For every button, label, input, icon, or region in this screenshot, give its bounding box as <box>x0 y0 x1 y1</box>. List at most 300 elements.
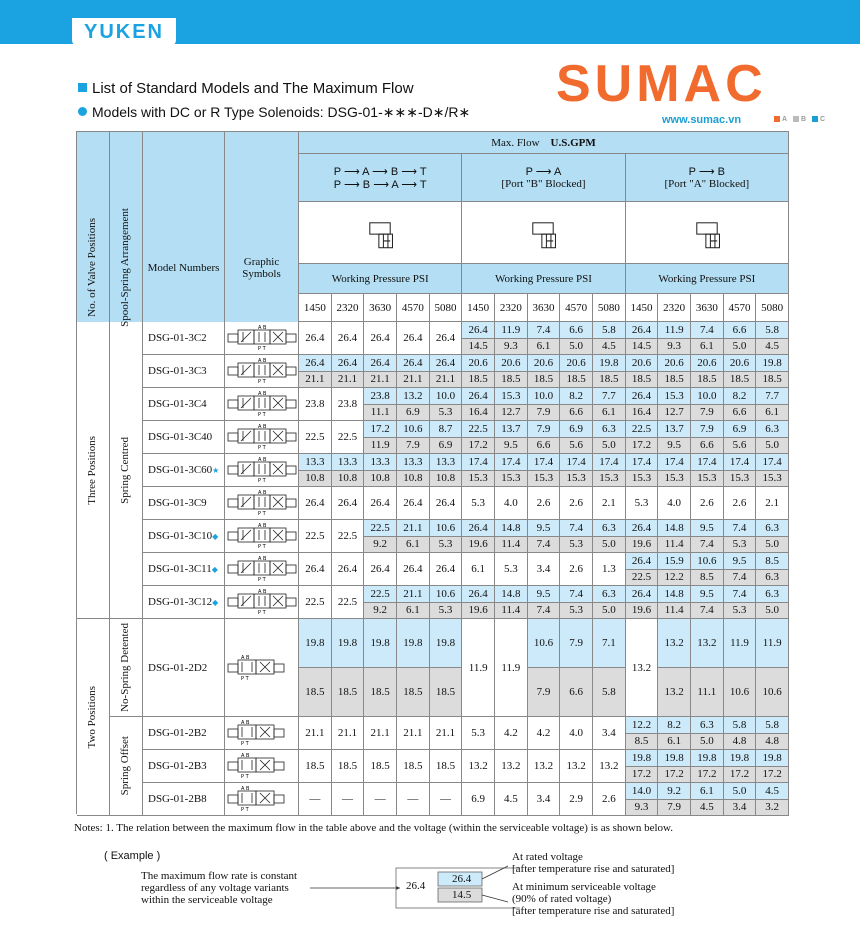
flow-value: 5.6 <box>560 438 593 455</box>
max-flow-table <box>76 131 789 814</box>
flow-value: 20.6 <box>462 355 495 372</box>
flow-value: 18.5 <box>430 750 463 783</box>
flow-value: 10.6 <box>528 619 561 668</box>
model-number: DSG-01-3C3 <box>143 355 225 388</box>
flow-value: 5.3 <box>430 537 463 554</box>
block-symbol-2 <box>462 202 625 264</box>
flow-value: 4.0 <box>658 487 691 520</box>
flow-value: 13.2 <box>658 619 691 668</box>
flow-value: 26.4 <box>299 487 332 520</box>
flow-value: 5.0 <box>756 537 789 554</box>
flow-value: 13.3 <box>364 454 397 471</box>
flow-value: 17.4 <box>462 454 495 471</box>
flow-value: 9.5 <box>691 520 724 537</box>
flow-value: 11.9 <box>495 322 528 339</box>
flow-value: 9.5 <box>658 438 691 455</box>
flow-value: 7.9 <box>691 405 724 422</box>
flow-value: 11.9 <box>462 619 495 717</box>
flow-path-pb <box>626 154 789 202</box>
flow-value: — <box>332 783 365 816</box>
watermark-url: www.sumac.vn <box>662 114 742 126</box>
flow-value: 8.7 <box>430 421 463 438</box>
flow-value: 26.4 <box>430 322 463 355</box>
flow-value: 2.6 <box>724 487 757 520</box>
flow-value: 15.3 <box>724 471 757 488</box>
flow-value: 26.4 <box>462 586 495 603</box>
flow-value: 7.1 <box>593 619 626 668</box>
flow-value: 26.4 <box>626 586 659 603</box>
two-positions-label: Two Positions <box>77 619 110 816</box>
flow-value: 18.5 <box>658 372 691 389</box>
flow-value: 20.6 <box>495 355 528 372</box>
flow-value: 15.3 <box>528 471 561 488</box>
flow-value: 26.4 <box>299 355 332 372</box>
flow-value: 5.0 <box>593 537 626 554</box>
flow-value: — <box>364 783 397 816</box>
watermark-text: SUMAC <box>556 55 767 113</box>
flow-value: 26.4 <box>397 487 430 520</box>
flow-value: 18.5 <box>299 750 332 783</box>
flow-value: 13.2 <box>397 388 430 405</box>
flow-value: 8.2 <box>560 388 593 405</box>
flow-value: 2.6 <box>528 487 561 520</box>
flow-value: 3.4 <box>528 783 561 816</box>
flow-value: 22.5 <box>299 520 332 553</box>
flow-value: 18.5 <box>430 668 463 717</box>
flow-value: 9.3 <box>626 800 659 817</box>
rated-voltage-note: [after temperature rise and saturated] <box>512 863 675 875</box>
model-number: DSG-01-2B3 <box>143 750 225 783</box>
flow-value: 13.2 <box>560 750 593 783</box>
three-positions-label: Three Positions <box>77 322 110 619</box>
flow-value: 9.5 <box>528 520 561 537</box>
flow-value: 6.3 <box>691 717 724 734</box>
flow-value: 13.2 <box>593 750 626 783</box>
flow-value: 18.5 <box>299 668 332 717</box>
flow-value: 7.9 <box>528 421 561 438</box>
flow-value: 6.3 <box>756 586 789 603</box>
flow-value: 11.9 <box>364 438 397 455</box>
model-number: DSG-01-2B2 <box>143 717 225 750</box>
flow-value: 5.3 <box>724 603 757 620</box>
flow-value: 13.3 <box>299 454 332 471</box>
flow-value: 1.3 <box>593 553 626 586</box>
flow-value: 6.9 <box>462 783 495 816</box>
flow-value: 22.5 <box>626 570 659 587</box>
flow-value: 2.6 <box>691 487 724 520</box>
flow-value: 18.5 <box>724 372 757 389</box>
flow-value: 6.6 <box>528 438 561 455</box>
square-bullet-icon <box>78 83 87 92</box>
valve-positions-header: No. of Valve Positions <box>77 132 110 405</box>
model-number: DSG-01-3C10 ◆ <box>143 520 225 553</box>
flow-value: 26.4 <box>462 388 495 405</box>
flow-value: 20.6 <box>626 355 659 372</box>
flow-value: 17.2 <box>658 767 691 784</box>
flow-pa-label: P ⟶ A <box>525 166 562 178</box>
rated-voltage: At rated voltage <box>512 851 583 863</box>
flow-value: 15.3 <box>593 471 626 488</box>
flow-value: 6.6 <box>560 322 593 339</box>
flow-value: 26.4 <box>626 322 659 339</box>
flow-value: 15.3 <box>560 471 593 488</box>
flow-value: 2.1 <box>593 487 626 520</box>
flow-value: 14.8 <box>495 520 528 537</box>
flow-value: 6.1 <box>691 783 724 800</box>
flow-value: 10.0 <box>691 388 724 405</box>
flow-value: 14.8 <box>658 586 691 603</box>
flow-value: 7.9 <box>691 421 724 438</box>
wp-header-1: Working Pressure PSI <box>299 264 462 294</box>
flow-value: 17.2 <box>462 438 495 455</box>
valve-symbol <box>225 487 299 520</box>
valve-symbol <box>225 717 299 750</box>
flow-value: 21.1 <box>397 586 430 603</box>
flow-value: 2.6 <box>560 553 593 586</box>
flow-value: 22.5 <box>364 586 397 603</box>
flow-value: 10.0 <box>430 388 463 405</box>
flow-value: 11.4 <box>495 537 528 554</box>
yuken-logo: YUKEN <box>72 18 176 46</box>
flow-value: 10.8 <box>397 471 430 488</box>
flow-value: 2.1 <box>756 487 789 520</box>
flow-value: 4.2 <box>528 717 561 750</box>
flow-value: 19.8 <box>397 619 430 668</box>
flow-value: 5.8 <box>756 322 789 339</box>
flow-value: 3.4 <box>528 553 561 586</box>
pressure-cell: 4570 <box>397 294 430 322</box>
flow-value: 13.2 <box>528 750 561 783</box>
flow-value: — <box>299 783 332 816</box>
wp-header-3: Working Pressure PSI <box>626 264 789 294</box>
flow-value: 26.4 <box>462 520 495 537</box>
flow-value: 15.3 <box>495 388 528 405</box>
flow-value: 19.8 <box>593 355 626 372</box>
flow-value: 15.3 <box>462 471 495 488</box>
flow-value: 21.1 <box>332 372 365 389</box>
flow-value: 11.9 <box>724 619 757 668</box>
flow-value: 10.6 <box>430 520 463 537</box>
flow-value: 18.5 <box>397 750 430 783</box>
flow-value: 6.3 <box>756 570 789 587</box>
example-upper: 26.4 <box>452 873 472 885</box>
diamond-icon: ◆ <box>212 597 219 607</box>
flow-value: 19.8 <box>299 619 332 668</box>
pressure-cell: 1450 <box>626 294 659 322</box>
flow-value: 3.2 <box>756 800 789 817</box>
flow-value: 4.8 <box>724 734 757 751</box>
flow-value: 14.5 <box>626 339 659 356</box>
flow-value: 18.5 <box>626 372 659 389</box>
pressure-cell: 5080 <box>593 294 626 322</box>
flow-value: 13.2 <box>626 619 659 717</box>
flow-value: 20.6 <box>691 355 724 372</box>
flow-value: 14.8 <box>495 586 528 603</box>
flow-value: 16.4 <box>626 405 659 422</box>
valve-symbol <box>225 388 299 421</box>
pressure-cell: 2320 <box>495 294 528 322</box>
section-title: List of Standard Models and The Maximum Flow <box>78 80 414 97</box>
flow-value: 13.2 <box>691 619 724 668</box>
flow-value: 23.8 <box>332 388 365 421</box>
flow-value: 17.4 <box>658 454 691 471</box>
flow-value: 4.2 <box>495 717 528 750</box>
flow-value: 19.6 <box>462 537 495 554</box>
flow-value: 2.6 <box>593 783 626 816</box>
flow-value: 18.5 <box>691 372 724 389</box>
flow-value: 4.0 <box>495 487 528 520</box>
model-number: DSG-01-2D2 <box>143 619 225 717</box>
model-number: DSG-01-3C60 ★ <box>143 454 225 487</box>
flow-value: 18.5 <box>397 668 430 717</box>
flow-path-all <box>299 154 462 202</box>
flow-value: 18.5 <box>462 372 495 389</box>
flow-value: 26.4 <box>364 487 397 520</box>
flow-value: 7.4 <box>528 322 561 339</box>
flow-value: 6.1 <box>756 405 789 422</box>
flow-value: 4.5 <box>593 339 626 356</box>
flow-value: 5.3 <box>560 603 593 620</box>
example-value: 26.4 <box>406 880 426 892</box>
flow-value: 22.5 <box>299 586 332 619</box>
flow-value: 6.3 <box>593 520 626 537</box>
flow-value: — <box>430 783 463 816</box>
flow-value: 5.3 <box>462 717 495 750</box>
flow-value: 5.0 <box>691 734 724 751</box>
flow-value: 21.1 <box>430 717 463 750</box>
flow-value: 7.4 <box>691 537 724 554</box>
flow-value: 11.9 <box>495 619 528 717</box>
flow-value: 22.5 <box>332 421 365 454</box>
flow-value: 21.1 <box>364 372 397 389</box>
flow-value: 5.8 <box>724 717 757 734</box>
valve-symbol <box>225 553 299 586</box>
flow-value: 6.9 <box>724 421 757 438</box>
flow-value: 6.6 <box>560 405 593 422</box>
flow-value: 6.6 <box>724 322 757 339</box>
valve-symbol <box>225 520 299 553</box>
flow-value: 15.3 <box>658 388 691 405</box>
flow-value: 7.4 <box>528 603 561 620</box>
flow-value: 19.8 <box>626 750 659 767</box>
flow-value: 6.9 <box>430 438 463 455</box>
pressure-cell: 3630 <box>691 294 724 322</box>
flow-value: 18.5 <box>332 750 365 783</box>
flow-value: 9.5 <box>528 586 561 603</box>
flow-value: 17.4 <box>593 454 626 471</box>
valve-symbol <box>225 355 299 388</box>
flow-value: 6.1 <box>528 339 561 356</box>
flow-value: 26.4 <box>332 487 365 520</box>
flow-line-1: P ⟶ A ⟶ B ⟶ T <box>333 165 427 178</box>
const-text-3: within the serviceable voltage <box>141 894 273 906</box>
flow-value: 26.4 <box>626 553 659 570</box>
flow-value: 22.5 <box>364 520 397 537</box>
model-number: DSG-01-3C40 <box>143 421 225 454</box>
flow-value: 20.6 <box>528 355 561 372</box>
flow-value: 21.1 <box>299 717 332 750</box>
flow-value: 5.3 <box>560 537 593 554</box>
flow-value: 6.3 <box>756 421 789 438</box>
model-numbers-header: Model Numbers <box>143 132 225 405</box>
flow-value: 23.8 <box>364 388 397 405</box>
flow-value: 6.1 <box>691 339 724 356</box>
valve-symbol <box>225 619 299 717</box>
pressure-cell: 5080 <box>430 294 463 322</box>
const-text-1: The maximum flow rate is constant <box>141 870 298 882</box>
spring-offset-label: Spring Offset <box>110 717 143 816</box>
flow-value: 4.8 <box>756 734 789 751</box>
graphic-symbols-header: Graphic Symbols <box>225 132 299 405</box>
flow-value: 21.1 <box>332 717 365 750</box>
flow-value: 17.2 <box>691 767 724 784</box>
pressure-cell: 4570 <box>724 294 757 322</box>
flow-value: 2.6 <box>560 487 593 520</box>
example-lower: 14.5 <box>452 889 472 901</box>
flow-value: 18.5 <box>332 668 365 717</box>
flow-value: 5.0 <box>756 603 789 620</box>
valve-symbol <box>225 586 299 619</box>
flow-value: 6.9 <box>397 405 430 422</box>
flow-value: 4.0 <box>560 717 593 750</box>
pressure-cell: 1450 <box>462 294 495 322</box>
pressure-cell: 5080 <box>756 294 789 322</box>
flow-value: 6.1 <box>397 603 430 620</box>
valve-symbol <box>225 454 299 487</box>
flow-value: 7.9 <box>397 438 430 455</box>
flow-value: 17.2 <box>724 767 757 784</box>
flow-value: 18.5 <box>364 668 397 717</box>
flow-value: 15.9 <box>658 553 691 570</box>
flow-value: 7.9 <box>528 405 561 422</box>
flow-value: 21.1 <box>430 372 463 389</box>
flow-value: 26.4 <box>626 520 659 537</box>
flow-value: 12.7 <box>495 405 528 422</box>
flow-value: 6.6 <box>691 438 724 455</box>
flow-value: 21.1 <box>397 372 430 389</box>
flow-value: 4.5 <box>756 783 789 800</box>
flow-value: 19.6 <box>462 603 495 620</box>
flow-value: 26.4 <box>397 553 430 586</box>
flow-value: 10.0 <box>528 388 561 405</box>
model-number: DSG-01-3C12 ◆ <box>143 586 225 619</box>
flow-value: 22.5 <box>462 421 495 438</box>
flow-value: 21.1 <box>397 520 430 537</box>
flow-value: 19.8 <box>332 619 365 668</box>
spool-spring-header: Spool-Spring Arrangement <box>110 132 143 405</box>
flow-value: 5.3 <box>626 487 659 520</box>
flow-value: 15.3 <box>658 471 691 488</box>
flow-value: 26.4 <box>397 355 430 372</box>
flow-value: 12.2 <box>626 717 659 734</box>
valve-symbol <box>225 783 299 816</box>
flow-value: 6.1 <box>658 734 691 751</box>
flow-value: 17.2 <box>626 438 659 455</box>
flow-value: 23.8 <box>299 388 332 421</box>
flow-value: 19.8 <box>364 619 397 668</box>
flow-value: 18.5 <box>528 372 561 389</box>
flow-value: 16.4 <box>462 405 495 422</box>
flow-value: 9.5 <box>724 553 757 570</box>
star-icon: ★ <box>212 465 220 475</box>
flow-value: 5.0 <box>593 603 626 620</box>
flow-value: 13.7 <box>658 421 691 438</box>
flow-value: 14.0 <box>626 783 659 800</box>
flow-value: 3.4 <box>593 717 626 750</box>
flow-value: 10.6 <box>724 668 757 717</box>
flow-value: 7.7 <box>756 388 789 405</box>
const-text-2: regardless of any voltage variants <box>141 882 289 894</box>
flow-value: 11.4 <box>658 603 691 620</box>
flow-value: 9.3 <box>658 339 691 356</box>
flow-value: — <box>397 783 430 816</box>
pressure-cell: 2320 <box>658 294 691 322</box>
flow-value: 26.4 <box>332 355 365 372</box>
flow-value: 11.1 <box>364 405 397 422</box>
flow-value: 7.4 <box>560 586 593 603</box>
flow-value: 7.9 <box>658 800 691 817</box>
models-subtitle: Models with DC or R Type Solenoids: DSG-01-∗∗∗-D∗/R∗ <box>78 104 470 121</box>
flow-value: 13.3 <box>430 454 463 471</box>
flow-value: 4.5 <box>691 800 724 817</box>
flow-value: 18.5 <box>593 372 626 389</box>
pressure-cell: 3630 <box>364 294 397 322</box>
valve-symbol <box>225 421 299 454</box>
flow-pb-label: P ⟶ B <box>688 166 726 178</box>
flow-value: 22.5 <box>332 586 365 619</box>
model-number: DSG-01-3C9 <box>143 487 225 520</box>
sumac-watermark <box>556 56 767 112</box>
port-a-blocked: [Port "A" Blocked] <box>664 178 750 190</box>
flow-value: 7.7 <box>593 388 626 405</box>
flow-value: 6.1 <box>593 405 626 422</box>
flow-value: 10.8 <box>430 471 463 488</box>
model-number: DSG-01-3C2 <box>143 322 225 355</box>
flow-value: 26.4 <box>332 553 365 586</box>
diamond-icon: ◆ <box>211 564 218 574</box>
flow-value: 26.4 <box>462 322 495 339</box>
valve-symbol <box>225 322 299 355</box>
model-number: DSG-01-3C4 <box>143 388 225 421</box>
flow-value: 5.8 <box>593 322 626 339</box>
min-voltage: At minimum serviceable voltage <box>512 881 656 893</box>
flow-value: 5.0 <box>756 438 789 455</box>
flow-line-2: P ⟶ B ⟶ A ⟶ T <box>333 178 427 191</box>
flow-value: 7.4 <box>724 520 757 537</box>
flow-value: 17.4 <box>756 454 789 471</box>
flow-value: 26.4 <box>397 322 430 355</box>
flow-value: 5.3 <box>724 537 757 554</box>
flow-value: 6.6 <box>724 405 757 422</box>
flow-value: 26.4 <box>364 322 397 355</box>
flow-value: 7.9 <box>560 619 593 668</box>
flow-value: 15.3 <box>756 471 789 488</box>
flow-value: 19.8 <box>756 355 789 372</box>
flow-value: 8.5 <box>691 570 724 587</box>
flow-value: 7.4 <box>560 520 593 537</box>
flow-value: 7.4 <box>691 603 724 620</box>
watermark-squares: A B C <box>770 116 825 123</box>
flow-value: 26.4 <box>430 553 463 586</box>
no-spring-detented-label: No-Spring Detented <box>110 619 143 717</box>
valve-symbol <box>225 750 299 783</box>
flow-value: 26.4 <box>626 388 659 405</box>
circle-bullet-icon <box>78 107 87 116</box>
flow-value: 6.9 <box>560 421 593 438</box>
example-label: ( Example ) <box>104 850 161 862</box>
flow-value: 17.4 <box>691 454 724 471</box>
flow-value: 8.2 <box>724 388 757 405</box>
